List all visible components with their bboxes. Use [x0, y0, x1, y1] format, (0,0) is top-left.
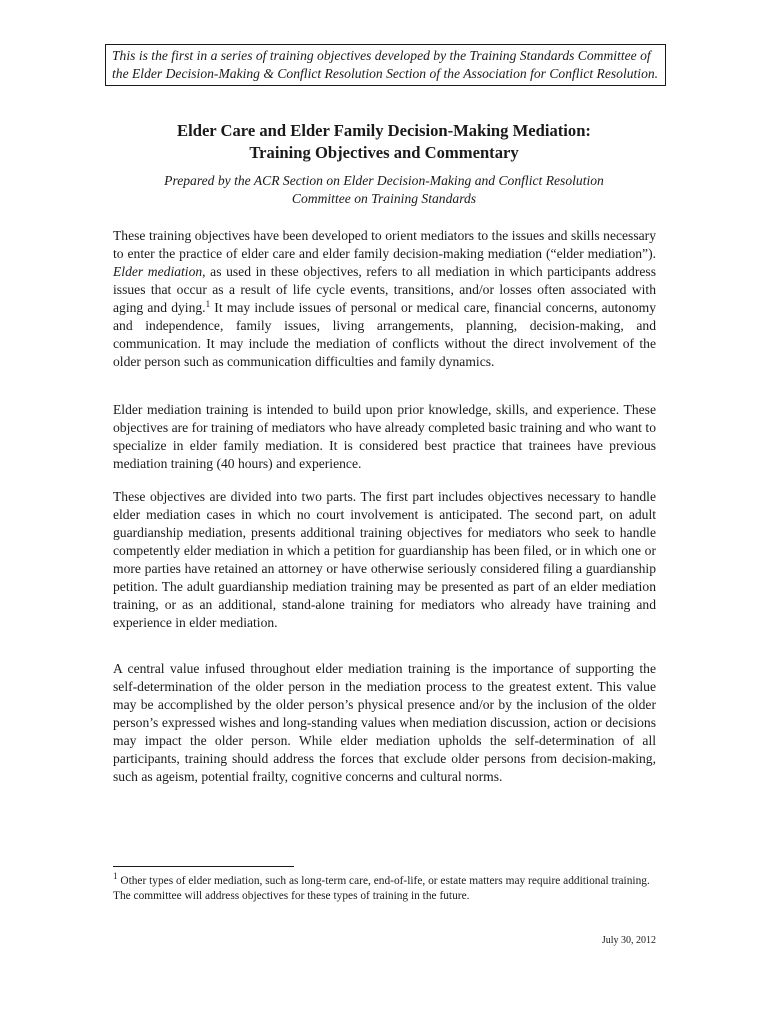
paragraph-3-text: These objectives are divided into two parts. The first part includes objectives necessary to handle elder mediation cases in which no court involvement is anticipated. The second part, on adult guardianship mediation, presents additional training objectives for mediators who seek to handle competently elder mediation in which a petition for guardianship has been filed, or in which one or more parties have retained an attorney or have otherwise seriously considered filing a guardianship petition. The adult guardianship mediation training may be presented as part of an elder mediation training, or as an additional, stand-alone training for mediators who already have training and experience in elder mediation.	[113, 489, 656, 630]
paragraph-4-text: A central value infused throughout elder mediation training is the importance of supporting the self-determination of the older person in the mediation process to the greatest extent. This value may be accomplished by the older person’s physical presence and/or by the inclusion of the older person’s expressed wishes and long-standing values when mediation discussion, action or decisions may impact the older person. While elder mediation upholds the self-determination of all participants, training should address the forces that exclude older persons from decision-making, such as ageism, potential frailty, cognitive concerns and cultural norms.	[113, 661, 656, 784]
document-title	[60, 120, 708, 164]
document-subtitle	[60, 172, 708, 208]
footnote-reference[interactable]: 1	[205, 299, 211, 309]
footnote-text: Other types of elder mediation, such as long-term care, end-of-life, or estate matters may require additional training. The committee will address objectives for these types of training in the future.	[113, 875, 650, 902]
footnote-marker: 1	[113, 871, 118, 881]
paragraph-2-text: Elder mediation training is intended to build upon prior knowledge, skills, and experience. These objectives are for training of mediators who have already completed basic training and who want to specialize in elder family mediation. It is considered best practice that trainees have previous mediation training (40 hours) and experience.	[113, 402, 656, 471]
intro-note-box	[105, 44, 666, 86]
paragraph-1-emphasis: Elder mediation	[113, 264, 203, 279]
paragraph-4	[113, 660, 656, 786]
document-date: July 30, 2012	[601, 935, 656, 946]
paragraph-1	[113, 227, 656, 389]
title-line-2: Training Objectives and Commentary	[249, 143, 519, 162]
paragraph-2	[113, 401, 656, 473]
intro-note-text: This is the first in a series of training objectives developed by the Training Standards Committee of the Elder Decision-Making & Conflict Resolution Section of the Association for Conflict Resolution.	[112, 48, 659, 81]
paragraph-1-part-b: , as used in these objectives, refers to all mediation in which participants address issues that occur as a result of life cycle events, transitions, and/or losses often associated with aging and dying.	[113, 264, 656, 315]
paragraph-1-part-a: These training objectives have been developed to orient mediators to the issues and skills necessary to enter the practice of elder care and elder family decision-making mediation (“elder mediation”).	[113, 228, 656, 261]
title-line-1: Elder Care and Elder Family Decision-Making Mediation:	[177, 121, 591, 140]
paragraph-1-part-c: It may include issues of personal or medical care, financial concerns, autonomy and independence, family issues, living arrangements, planning, decision-making, and communication. It may include the mediation of conflicts without the direct involvement of the older person such as communication difficulties and family dynamics.	[113, 300, 656, 369]
subtitle-line-2: Committee on Training Standards	[291, 191, 477, 206]
paragraph-3	[113, 488, 656, 632]
subtitle-line-1: Prepared by the ACR Section on Elder Decision-Making and Conflict Resolution	[164, 173, 604, 188]
footnote	[113, 871, 656, 904]
footnote-divider	[113, 866, 294, 867]
